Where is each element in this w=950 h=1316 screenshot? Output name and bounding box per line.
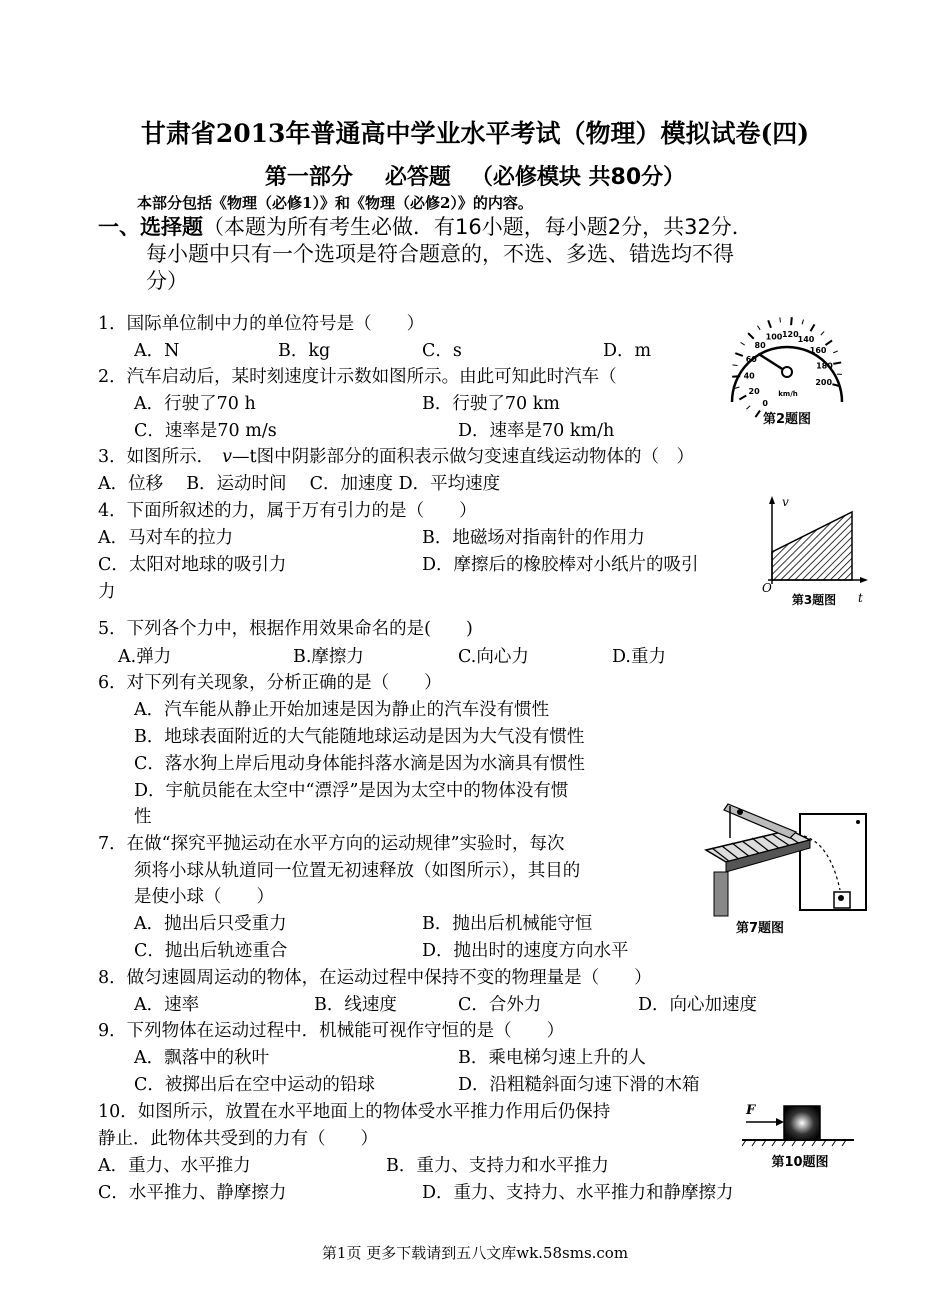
speedo-tick	[748, 333, 754, 339]
speedo-tick	[755, 411, 760, 418]
section-rule-3: 分）	[146, 269, 188, 293]
q7-stem-3: 是使小球（ ）	[134, 887, 274, 907]
section-title: 一、选择题	[98, 215, 203, 239]
speedo-tick	[811, 324, 815, 331]
q6-option-d: D．宇航员能在太空中“漂浮”是因为太空中的物体没有惯	[134, 781, 569, 801]
speedo-tick	[746, 406, 750, 409]
section-rule-1: （本题为所有考生必做．有16小题，每小题2分，共32分．	[203, 215, 753, 239]
figure-3-caption: 第3题图	[791, 593, 837, 607]
page-footer: 第1页 更多下载请到五八文库wk.58sms.com	[321, 1244, 629, 1262]
speedo-tick-label: 80	[754, 341, 766, 351]
q8-option-d: D．向心加速度	[638, 995, 758, 1015]
speedo-tick	[732, 365, 737, 366]
speedo-tick-label: 0	[762, 399, 768, 409]
q5-option-b: B.摩擦力	[293, 647, 364, 667]
q1-option-c: C．s	[422, 341, 462, 361]
q7-option-a: A．抛出后只受重力	[134, 914, 287, 934]
speedo-tick	[735, 387, 740, 389]
q1-stem: 1．国际单位制中力的单位符号是（ ）	[98, 314, 425, 334]
speedo-tick	[757, 326, 760, 330]
q2-option-d: D．速率是70 km/h	[458, 421, 615, 441]
q8-option-a: A．速率	[134, 995, 200, 1015]
figure-2-caption: 第2题图	[762, 412, 812, 427]
figure-3-vt-graph	[762, 492, 872, 618]
speedo-tick	[741, 342, 745, 345]
fig3-origin: O	[762, 581, 772, 595]
q3-stem-suffix: —t图中阴影部分的面积表示做匀变速直线运动物体的（ ）	[232, 447, 695, 467]
q3-stem	[98, 446, 694, 468]
q2-stem: 2．汽车启动后，某时刻速度计示数如图所示。由此可知此时汽车（	[98, 367, 617, 387]
q10-option-c: C．水平推力、静摩擦力	[98, 1183, 287, 1203]
figure-10-block	[742, 1098, 858, 1178]
speedo-tick	[768, 320, 771, 328]
speedo-tick	[791, 317, 792, 325]
speedo-tick	[735, 353, 743, 356]
q3-options: A．位移 B．运动时间 C．加速度 D．平均速度	[98, 474, 501, 494]
q2-option-b: B．行驶了70 km	[422, 394, 560, 414]
q4-option-d: D．摩擦后的橡胶棒对小纸片的吸引	[422, 555, 699, 575]
q10-stem-2: 静止．此物体共受到的力有（ ）	[98, 1129, 378, 1149]
q5-option-a: A.弹力	[118, 647, 172, 667]
q6-option-d-cont: 性	[134, 807, 152, 827]
speedo-tick-label: 180	[816, 361, 833, 371]
q1-option-d: D．m	[603, 341, 652, 361]
speedo-tick-label: 120	[781, 330, 799, 340]
speedo-tick-label: 100	[765, 332, 783, 342]
q5-option-d: D.重力	[612, 647, 666, 667]
q10-option-d: D．重力、支持力、水平推力和静摩擦力	[422, 1183, 734, 1203]
figure-10-caption: 第10题图	[771, 1155, 829, 1170]
figure-2-speedometer	[724, 312, 850, 438]
page-title: 甘肃省2013年普通高中学业水平考试（物理）模拟试卷(四)	[140, 119, 810, 148]
q10-stem-1: 10．如图所示，放置在水平地面上的物体受水平推力作用后仍保持	[98, 1102, 611, 1122]
q4-option-c: C．太阳对地球的吸引力	[98, 555, 287, 575]
q7-stem-1: 7．在做“探究平抛运动在水平方向的运动规律”实验时，每次	[98, 834, 565, 854]
part-module: （必修模块 共80分）	[470, 165, 686, 190]
speedo-tick	[833, 351, 838, 353]
q6-stem: 6．对下列有关现象，分析正确的是（ ）	[98, 673, 442, 693]
speedo-tick-label: 40	[743, 371, 755, 381]
q5-option-c: C.向心力	[458, 647, 529, 667]
q10-option-a: A．重力、水平推力	[98, 1156, 251, 1176]
speedo-tick	[780, 317, 781, 322]
section-heading	[98, 214, 868, 241]
speedo-tick-label: 160	[809, 346, 827, 356]
q4-option-a: A．马对车的拉力	[98, 528, 234, 548]
figure-7-caption: 第7题图	[735, 921, 785, 936]
speedo-tick	[802, 320, 804, 325]
fig10-force-label: F	[746, 1103, 756, 1118]
speedo-tick	[732, 376, 740, 377]
fig3-axis-v: v	[782, 495, 789, 509]
q7-option-b: B．抛出后机械能守恒	[422, 914, 593, 934]
figure-7-apparatus	[700, 792, 874, 942]
q6-option-a: A．汽车能从静止开始加速是因为静止的汽车没有惯性	[134, 700, 550, 720]
q8-option-b: B．线速度	[314, 995, 397, 1015]
q8-option-c: C．合外力	[458, 995, 542, 1015]
speedo-tick	[821, 331, 824, 335]
q9-option-b: B．乘电梯匀速上升的人	[458, 1048, 646, 1068]
part-intro: 本部分包括《物理（必修1）》和《物理（必修2）》的内容。	[137, 194, 533, 212]
q4-stem: 4．下面所叙述的力，属于万有引力的是（ ）	[98, 501, 477, 521]
part-subtitle	[0, 160, 950, 191]
q2-option-c: C．速率是70 m/s	[134, 421, 277, 441]
speedo-tick-label: 200	[815, 377, 833, 387]
q6-option-c: C．落水狗上岸后甩动身体能抖落水滴是因为水滴具有惯性	[134, 754, 585, 774]
q6-option-b: B．地球表面附近的大气能随地球运动是因为大气没有惯性	[134, 727, 585, 747]
q2-option-a: A．行驶了70 h	[134, 394, 256, 414]
q3-stem-prefix: 3．如图所示．	[98, 447, 215, 467]
q8-stem: 8．做匀速圆周运动的物体，在运动过程中保持不变的物理量是（ ）	[98, 968, 652, 988]
q7-option-c: C．抛出后轨迹重合	[134, 941, 288, 961]
speedo-unit: km/h	[778, 390, 798, 398]
q9-stem: 9．下列物体在运动过程中．机械能可视作守恒的是（ ）	[98, 1021, 565, 1041]
q9-option-a: A．飘落中的秋叶	[134, 1048, 270, 1068]
speedo-tick-label: 140	[797, 335, 815, 345]
fig3-axis-t: t	[858, 591, 863, 605]
q3-stem-variable: v	[222, 447, 233, 467]
speedo-tick	[833, 362, 841, 363]
q5-stem: 5．下列各个力中，根据作用效果命名的是( )	[98, 619, 473, 639]
speedo-tick	[826, 340, 833, 345]
q4-option-b: B．地磁场对指南针的作用力	[422, 528, 645, 548]
speedo-tick-label: 20	[748, 387, 760, 396]
q4-option-d-cont: 力	[98, 582, 116, 602]
q7-stem-2: 须将小球从轨道同一位置无初速释放（如图所示），其目的	[134, 861, 581, 881]
speedo-tick	[739, 396, 746, 400]
q7-option-d: D．抛出时的速度方向水平	[422, 941, 629, 961]
q10-option-b: B．重力、支持力和水平推力	[386, 1156, 609, 1176]
speedo-tick-label: 60	[745, 355, 757, 365]
q9-option-c: C．被掷出后在空中运动的铅球	[134, 1075, 375, 1095]
part-kind: 必答题	[384, 165, 451, 190]
section-rule-2: 每小题中只有一个选项是符合题意的，不选、多选、错选均不得	[146, 242, 734, 266]
part-label: 第一部分	[264, 165, 353, 190]
q1-option-a: A．N	[134, 341, 180, 361]
q9-option-d: D．沿粗糙斜面匀速下滑的木箱	[458, 1075, 700, 1095]
q1-option-b: B．kg	[278, 341, 331, 361]
